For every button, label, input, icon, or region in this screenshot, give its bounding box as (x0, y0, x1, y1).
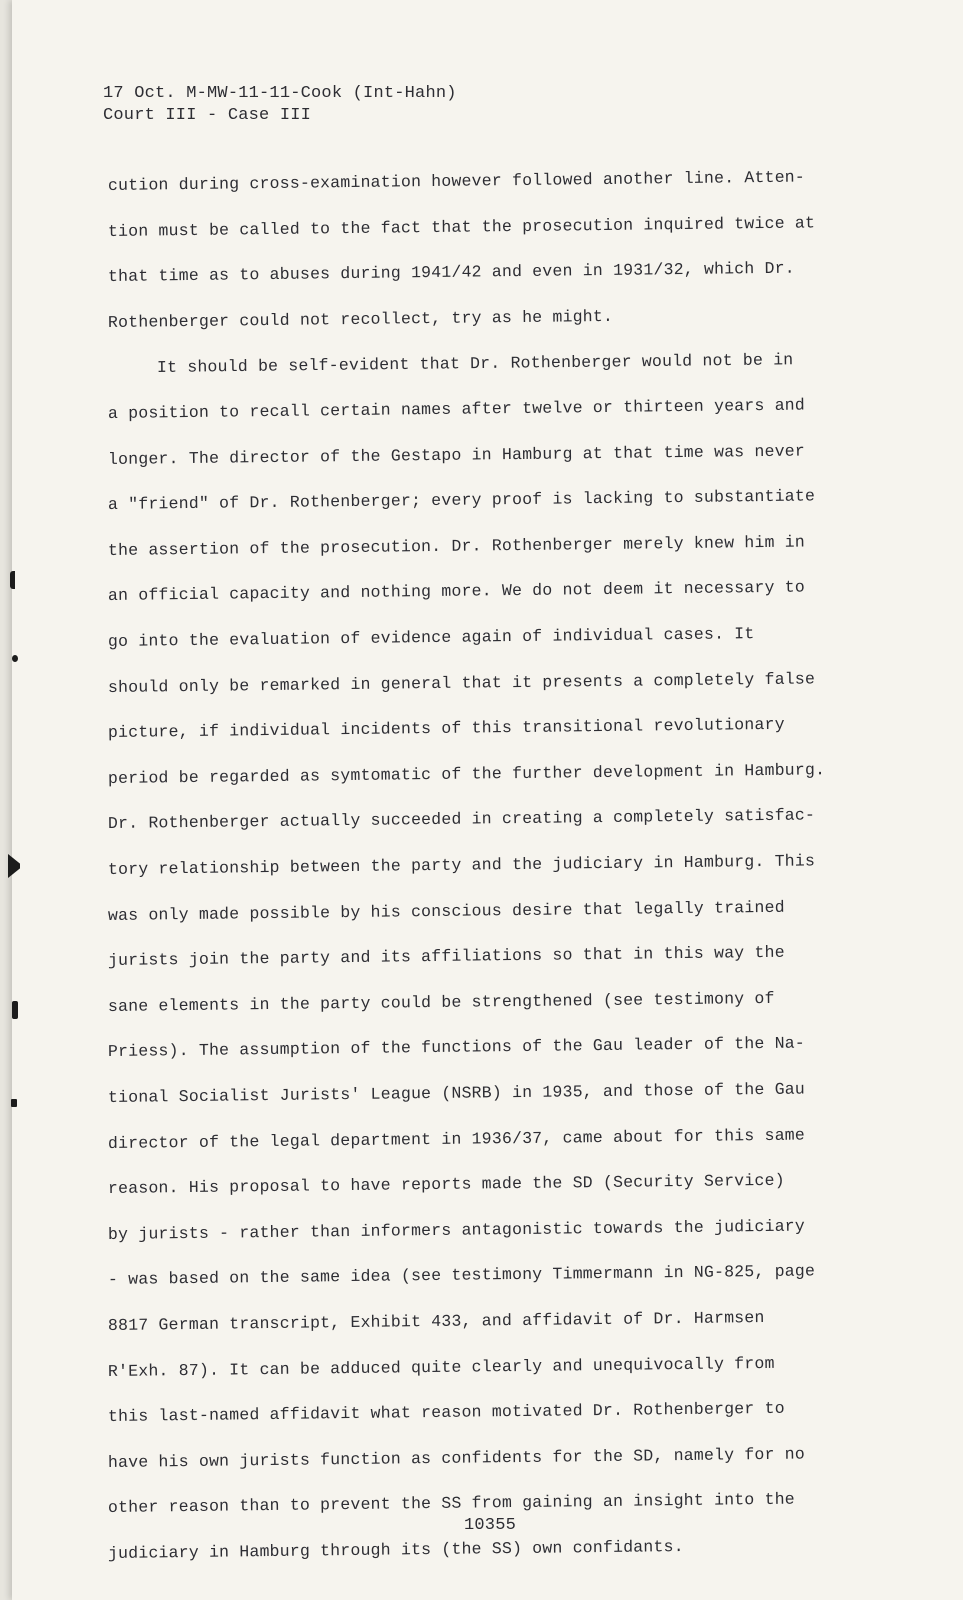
header-court-line: Court III - Case III (103, 106, 312, 125)
page-number: 10355 (464, 1516, 517, 1535)
body-line: was only made possible by his conscious desire that legally trained (107, 897, 785, 925)
body-line: that time as to abuses during 1941/42 and even in 1931/32, which Dr. (107, 258, 795, 287)
margin-mark (11, 1099, 17, 1107)
body-line: It should be self-evident that Dr. Rothenberger would not be in (156, 350, 794, 378)
body-line: have his own jurists function as confidents for the SD, namely for no (107, 1444, 806, 1472)
body-line: should only be remarked in general that it presents a completely false (107, 668, 816, 697)
body-line: judiciary in Hamburg through its (the SS) own confidants. (107, 1536, 684, 1563)
body-line: go into the evaluation of evidence again of individual cases. It (107, 624, 755, 651)
body-line: an official capacity and nothing more. We do not deem it necessary to (107, 577, 806, 606)
body-line: longer. The director of the Gestapo in Hamburg at that time was never (107, 441, 806, 469)
body-line: this last-named affidavit what reason motivated Dr. Rothenberger to (107, 1398, 785, 1427)
margin-mark (12, 655, 18, 662)
body-line: a "friend" of Dr. Rothenberger; every proof is lacking to substantiate (107, 486, 816, 515)
body-line: 8817 German transcript, Exhibit 433, and affidavit of Dr. Harmsen (107, 1307, 765, 1335)
body-line: the assertion of the prosecution. Dr. Rothenberger merely knew him in (107, 532, 806, 560)
margin-mark (12, 1001, 18, 1019)
body-line: Dr. Rothenberger actually succeeded in creating a completely satisfac- (107, 805, 816, 834)
body-line: - was based on the same idea (see testimony Timmermann in NG-825, page (107, 1261, 816, 1290)
body-line: picture, if individual incidents of this transitional revolutionary (107, 714, 785, 743)
body-line: by jurists - rather than informers antagonistic towards the judiciary (107, 1216, 806, 1244)
body-line: Rothenberger could not recollect, try as he might. (107, 306, 614, 332)
body-line: tory relationship between the party and the judiciary in Hamburg. This (107, 851, 816, 879)
margin-mark (10, 571, 15, 589)
body-line: sane elements in the party could be strengthened (see testimony of (107, 988, 775, 1016)
body-line: jurists join the party and its affiliations so that in this way the (107, 942, 785, 971)
header-session-line: 17 Oct. M-MW-11-11-Cook (Int-Hahn) (103, 84, 457, 103)
body-line: period be regarded as symtomatic of the further development in Hamburg. (107, 760, 826, 788)
body-line: director of the legal department in 1936/37, came about for this same (107, 1125, 806, 1153)
body-line: tion must be called to the fact that the prosecution inquired twice at (107, 212, 816, 241)
body-line: reason. His proposal to have reports made the SD (Security Service) (107, 1170, 785, 1199)
body-line: R'Exh. 87). It can be adduced quite clearly and unequivocally from (107, 1353, 775, 1381)
body-line: Priess). The assumption of the functions of the Gau leader of the Na- (107, 1033, 806, 1062)
body-line: other reason than to prevent the SS from gaining an insight into the (107, 1489, 795, 1518)
body-line: cution during cross-examination however followed another line. Atten- (107, 167, 806, 195)
body-line: tional Socialist Jurists' League (NSRB) in 1935, and those of the Gau (107, 1079, 806, 1107)
body-line: a position to recall certain names after twelve or thirteen years and (107, 395, 806, 423)
